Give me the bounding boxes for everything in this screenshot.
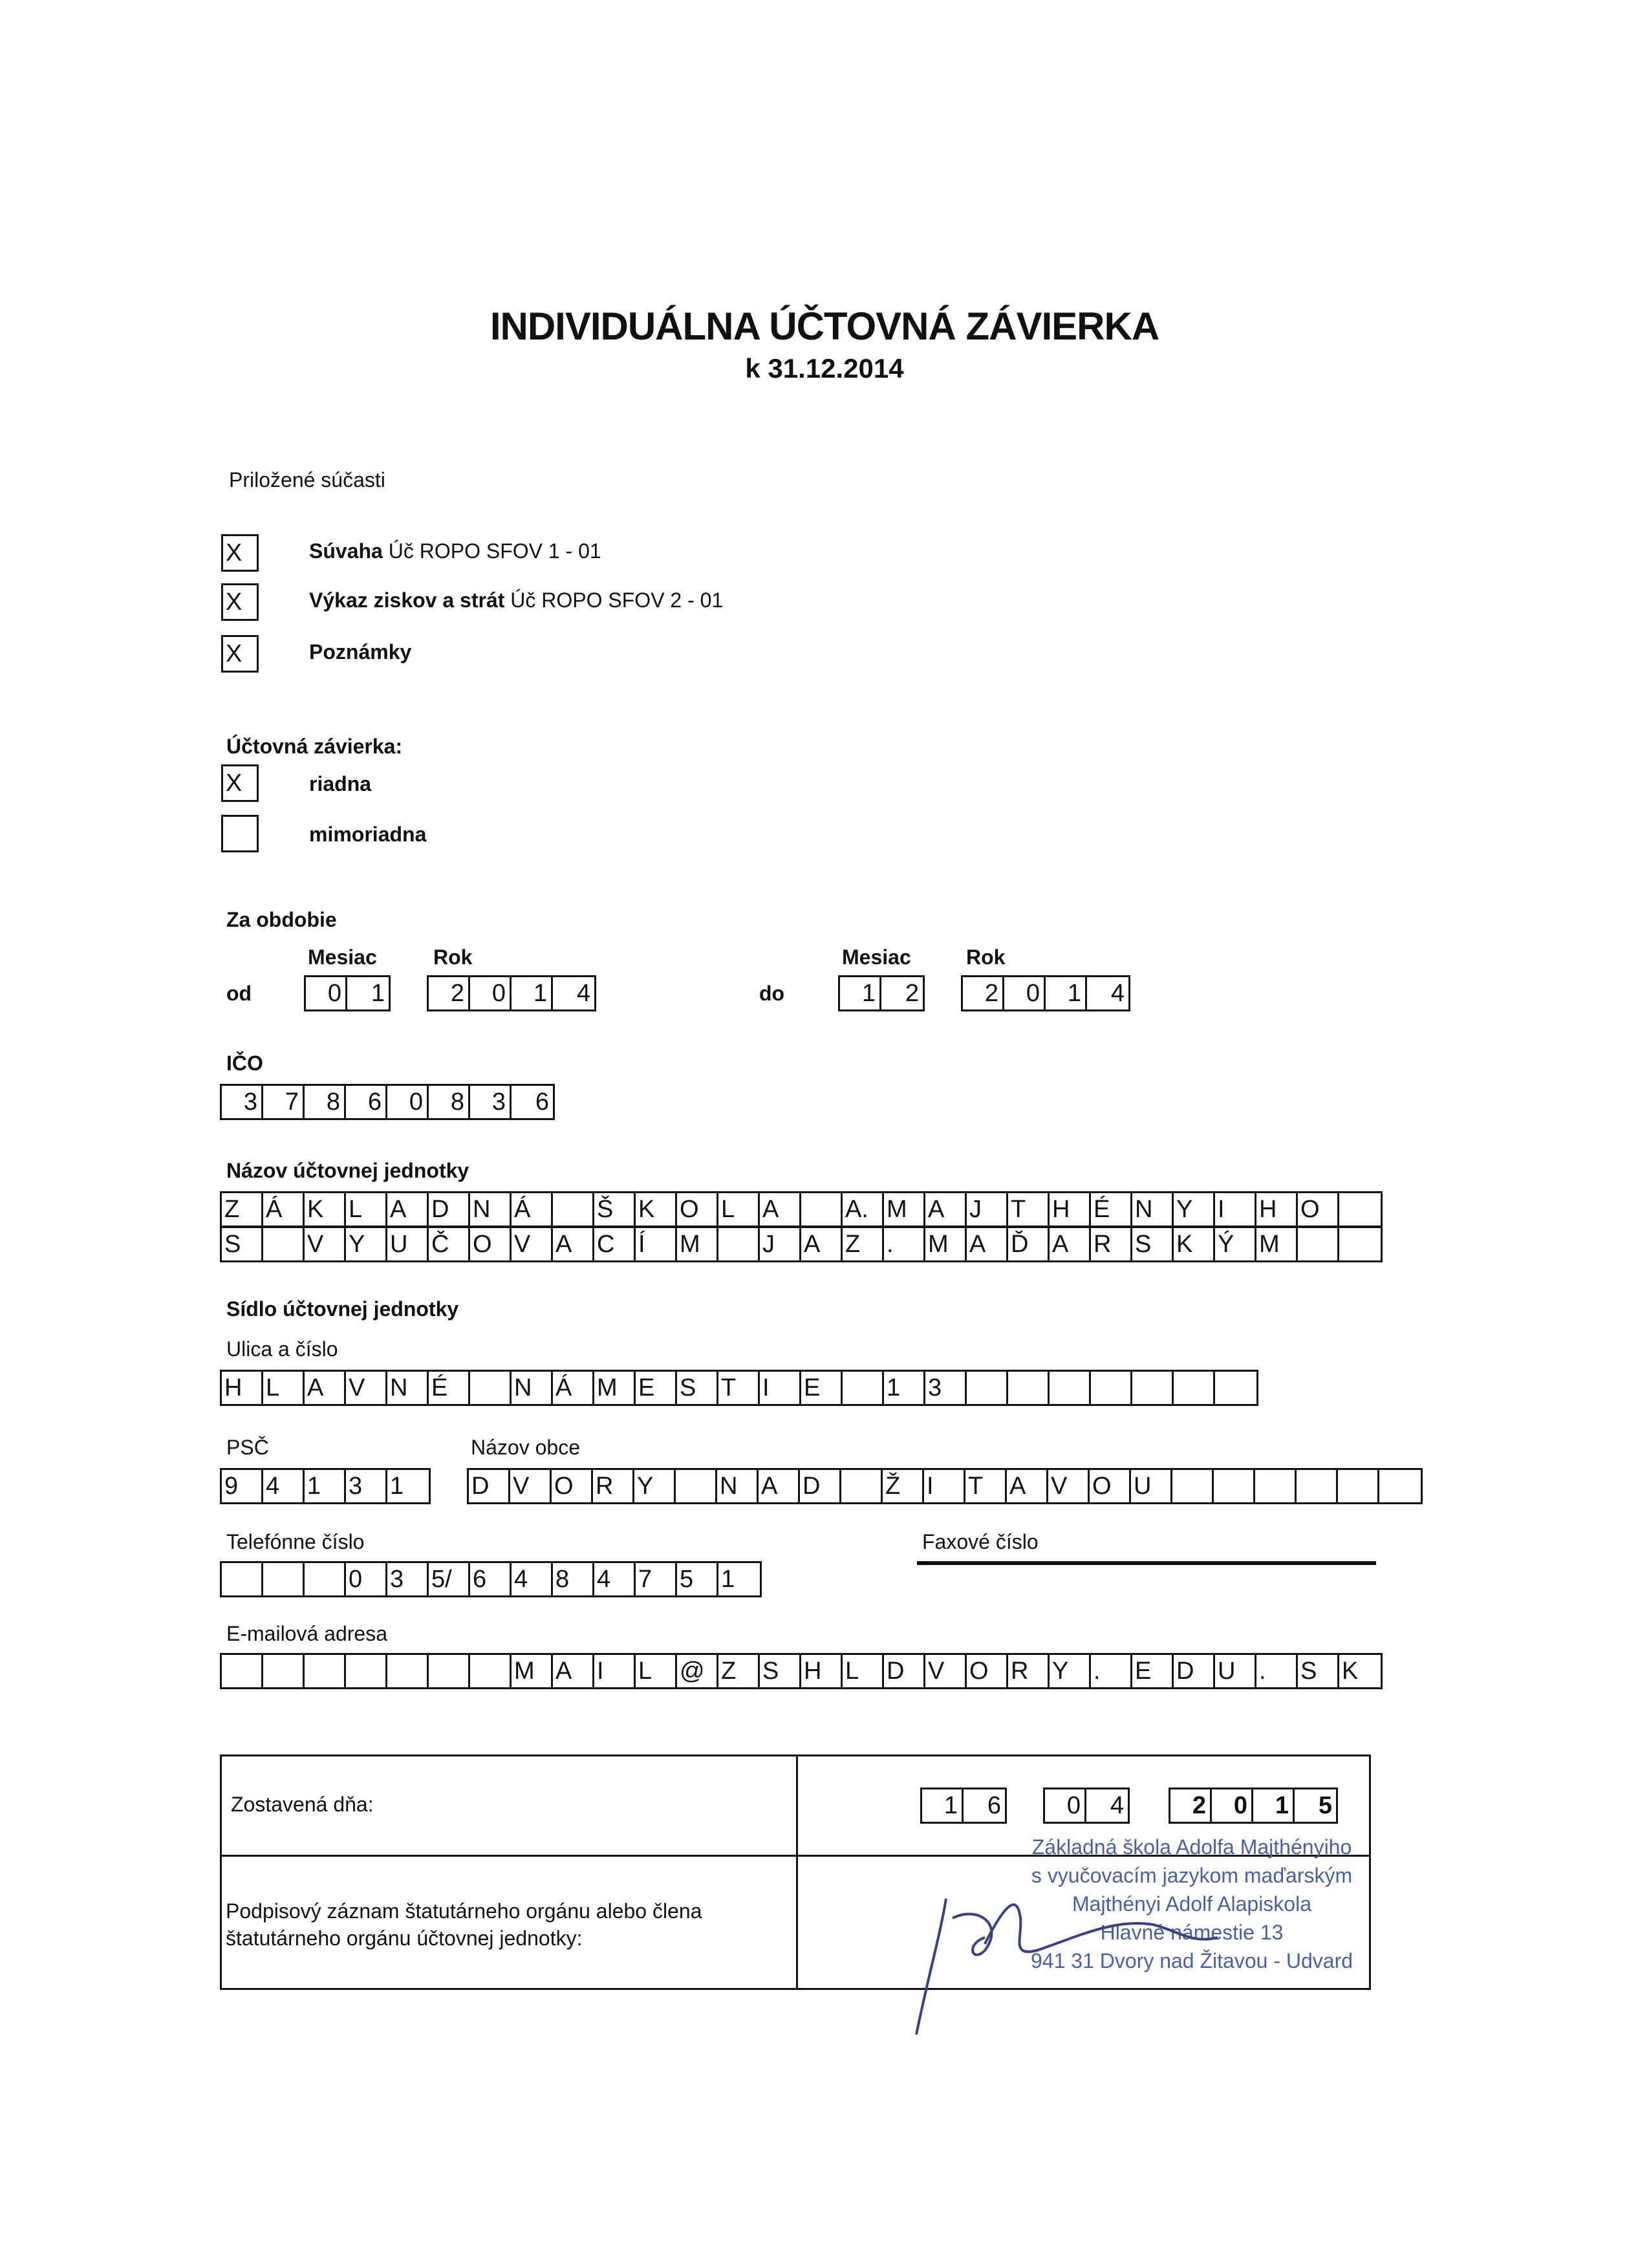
to-year-field[interactable] [961,975,1130,1011]
entity-name-char: Z [222,1193,263,1226]
entity-name-char: V [305,1228,346,1260]
entity-name-char: A [553,1228,594,1260]
from-year-label: Rok [433,945,473,969]
email-label: E-mailová adresa [226,1622,387,1645]
psc-field[interactable] [220,1468,431,1504]
email-char: L [843,1655,884,1687]
street-char [1215,1372,1256,1404]
from-year-digit: 4 [576,980,590,1007]
entity-name-char: Y [1174,1193,1215,1226]
entity-name-char: Č [429,1228,470,1260]
street-char: E [801,1372,843,1404]
from-month-label: Mesiac [308,945,377,969]
to-month-field[interactable] [838,975,925,1011]
street-char [967,1372,1008,1404]
psc-digit: 1 [390,1473,404,1500]
stamp-line: Základná škola Adolfa Majthényiho [1031,1835,1352,1859]
psc-digit: 9 [222,1470,263,1502]
entity-name-char: A. [843,1193,884,1226]
email-char: Y [1050,1655,1091,1687]
city-char [676,1470,717,1502]
entity-name-char: J [967,1193,1008,1226]
email-char: L [636,1655,677,1687]
entity-name-char [1339,1193,1381,1226]
email-char: . [1256,1655,1298,1687]
street-char [1174,1372,1215,1404]
compiled-month-digit: 0 [1045,1789,1086,1822]
checkbox-vykaz[interactable]: X [221,583,259,621]
phone-digit: 4 [512,1563,553,1595]
handwritten-signature [907,1879,1269,2047]
to-month-digit: 1 [840,977,881,1010]
to-month-digit: 2 [905,980,919,1007]
entity-name-char: L [718,1193,760,1226]
attachment-poznamky-name: Poznámky [309,640,412,664]
phone-digit: 8 [553,1563,594,1595]
ico-digit: 3 [470,1086,512,1118]
street-label: Ulica a číslo [226,1337,338,1361]
entity-name-char [801,1193,843,1226]
phone-digit: 0 [346,1563,387,1595]
phone-digit [305,1563,346,1595]
street-char: M [594,1372,636,1404]
street-char: T [718,1372,760,1404]
entity-name-char: Í [636,1228,677,1260]
email-char [222,1655,263,1687]
psc-digit: 3 [346,1470,387,1502]
entity-name-char: M [677,1228,718,1260]
ico-field[interactable] [220,1084,555,1120]
compiled-month-digit: 4 [1110,1792,1124,1819]
email-char: V [925,1655,967,1687]
from-month-digit: 0 [306,977,347,1010]
city-char [1172,1470,1214,1502]
checkbox-suvaha[interactable]: X [221,534,259,572]
entity-name-char: V [512,1228,553,1260]
entity-name-char: O [677,1193,718,1226]
psc-digit: 4 [263,1470,305,1502]
entity-name-char: A [925,1193,967,1226]
email-char: R [1008,1655,1050,1687]
entity-name-char: T [1008,1193,1050,1226]
to-month-label: Mesiac [842,945,911,969]
signature-label: Podpisový záznam štatutárneho orgánu alebo člena štatutárneho orgánu účtovnej jednotky: [226,1899,702,1950]
city-char: T [965,1470,1007,1502]
email-char: E [1132,1655,1174,1687]
entity-name-char [1339,1228,1381,1260]
city-char: I [924,1470,965,1502]
ico-digit: 6 [346,1086,387,1118]
compiled-day-field[interactable] [920,1787,1007,1824]
entity-name-char: A [801,1228,843,1260]
email-char: U [1215,1655,1256,1687]
entity-name-char: C [594,1228,636,1260]
compiled-year-digit: 0 [1212,1789,1253,1822]
street-char: S [677,1372,718,1404]
entity-name-line1[interactable] [220,1191,1383,1227]
phone-digit [222,1563,263,1595]
email-char: D [884,1655,925,1687]
checkbox-riadna[interactable]: X [221,764,259,802]
from-label: od [226,982,252,1005]
phone-digit: 3 [387,1563,429,1595]
email-char: H [801,1655,843,1687]
compiled-year-digit: 1 [1253,1789,1295,1822]
stamp-line: 941 31 Dvory nad Žitavou - Udvard [1030,1949,1353,1972]
email-char: S [760,1655,801,1687]
entity-name-char: S [1132,1228,1174,1260]
email-char [346,1655,387,1687]
from-year-digit: 2 [429,977,470,1010]
seat-label: Sídlo účtovnej jednotky [226,1297,459,1321]
entity-name-char: Z [843,1228,884,1260]
from-month-field[interactable] [304,975,391,1011]
entity-name-char: I [1215,1193,1256,1226]
phone-digit: 5 [677,1563,718,1595]
to-year-digit: 4 [1110,980,1125,1007]
entity-name-char: J [760,1228,801,1260]
email-char: S [1298,1655,1339,1687]
email-char [429,1655,470,1687]
phone-digit: 6 [470,1563,512,1595]
checkbox-poznamky[interactable]: X [221,635,259,673]
closing-type-label: Účtovná závierka: [226,735,403,758]
from-year-digit: 0 [470,977,512,1010]
street-char: É [429,1372,470,1404]
stamp-line: s vyučovacím jazykom maďarským [1031,1864,1353,1887]
to-year-digit: 1 [1046,977,1087,1010]
entity-name-line2[interactable] [220,1226,1383,1262]
checkbox-mimoriadna[interactable] [221,815,259,852]
to-year-digit: 2 [963,977,1004,1010]
attachment-vykaz-name: Výkaz ziskov a strát [309,589,505,612]
entity-name-char: É [1091,1193,1132,1226]
email-char [387,1655,429,1687]
entity-name-char [263,1228,305,1260]
street-char [470,1372,512,1404]
entity-name-char: Y [346,1228,387,1260]
entity-name-char: D [429,1193,470,1226]
email-char: I [594,1655,636,1687]
document-title: INDIVIDUÁLNA ÚČTOVNÁ ZÁVIERKA [490,305,1159,348]
ico-digit: 6 [535,1088,549,1116]
entity-name-char: N [470,1193,512,1226]
street-field[interactable] [220,1370,1258,1406]
fax-label: Faxové číslo [922,1530,1039,1553]
city-char: D [800,1470,841,1502]
entity-name-char: U [387,1228,429,1260]
attachment-suvaha [309,539,601,563]
city-char [1297,1470,1338,1502]
city-char [1214,1470,1255,1502]
email-char [263,1655,305,1687]
email-field[interactable] [220,1653,1383,1689]
email-char: O [967,1655,1008,1687]
entity-name-char: . [884,1228,925,1260]
attachment-vykaz [309,589,723,612]
compiled-month-field[interactable] [1043,1787,1130,1824]
entity-name-char [553,1193,594,1226]
email-char [470,1655,512,1687]
street-char [843,1372,884,1404]
compiled-day-digit: 6 [987,1792,1001,1819]
email-char [305,1655,346,1687]
attachment-poznamky [309,640,411,664]
city-char: A [759,1470,800,1502]
email-char: K [1342,1658,1359,1685]
street-char: V [346,1372,387,1404]
ico-digit: 8 [429,1086,470,1118]
from-year-field[interactable] [427,975,596,1011]
email-char: M [512,1655,553,1687]
city-char: A [1007,1470,1048,1502]
email-char: D [1174,1655,1215,1687]
entity-name-char: Ď [1008,1228,1050,1260]
city-char: N [717,1470,759,1502]
compiled-label: Zostavená dňa: [231,1793,374,1816]
entity-name-char: R [1091,1228,1132,1260]
city-char: V [510,1470,552,1502]
street-char: I [760,1372,801,1404]
street-char: 3 [925,1372,967,1404]
street-char [1050,1372,1091,1404]
ico-digit: 0 [387,1086,429,1118]
city-char: R [593,1470,634,1502]
fax-field[interactable] [917,1561,1376,1565]
city-char: U [1131,1470,1172,1502]
from-month-digit: 1 [371,980,385,1007]
entity-name-char: K [636,1193,677,1226]
city-char: Y [634,1470,676,1502]
ico-digit: 3 [222,1086,263,1118]
email-char: @ [677,1655,718,1687]
mimoriadna-label: mimoriadna [309,823,427,846]
compiled-year-field[interactable] [1169,1787,1338,1824]
signature-table [220,1755,1371,1990]
city-char: D [469,1470,510,1502]
attachment-vykaz-code: Úč ROPO SFOV 2 - 01 [504,589,724,612]
psc-digit: 1 [305,1470,346,1502]
entity-name-char: Á [263,1193,305,1226]
compiled-day-digit: 1 [922,1789,964,1822]
to-label: do [759,982,785,1005]
email-char: . [1091,1655,1132,1687]
entity-name-char: M [884,1193,925,1226]
ico-label: IČO [226,1052,263,1075]
street-char: Á [553,1372,594,1404]
city-label: Názov obce [471,1436,580,1459]
entity-name-char: O [1298,1193,1339,1226]
entity-name-char [1298,1228,1339,1260]
entity-name-char: Š [594,1193,636,1226]
phone-digit: 4 [594,1563,636,1595]
attachments-label: Priložené súčasti [229,468,385,491]
street-char: A [305,1372,346,1404]
phone-digit [263,1563,305,1595]
attachment-suvaha-code: Úč ROPO SFOV 1 - 01 [382,539,601,563]
stamp-line: Hlavné námestie 13 [1100,1921,1284,1944]
entity-name-char: K [305,1193,346,1226]
compiled-year-digit: 5 [1318,1792,1332,1819]
entity-name-char: O [470,1228,512,1260]
entity-name-char: N [1132,1193,1174,1226]
city-char: O [1090,1470,1131,1502]
phone-field[interactable] [220,1561,762,1597]
city-field[interactable] [467,1468,1423,1504]
ico-digit: 7 [263,1086,305,1118]
to-year-label: Rok [966,945,1006,969]
entity-name-char: L [346,1193,387,1226]
city-char [1379,1470,1421,1502]
entity-name-char: Á [512,1193,553,1226]
entity-name-char: A [760,1193,801,1226]
street-char [1132,1372,1174,1404]
street-char [1008,1372,1050,1404]
city-char: Ž [883,1470,924,1502]
from-year-digit: 1 [512,977,553,1010]
street-char: H [222,1372,263,1404]
entity-name-char: M [1256,1228,1298,1260]
city-char: V [1048,1470,1090,1502]
email-char: A [553,1655,594,1687]
entity-name-char: H [1256,1193,1298,1226]
entity-name-char: S [222,1228,263,1260]
entity-name-char: A [387,1193,429,1226]
entity-name-label: Názov účtovnej jednotky [226,1159,469,1182]
street-char: L [263,1372,305,1404]
attachment-suvaha-name: Súvaha [309,539,383,563]
period-label: Za obdobie [226,908,337,931]
street-char: E [636,1372,677,1404]
entity-name-char: A [1050,1228,1091,1260]
city-char [1255,1470,1297,1502]
street-char [1091,1372,1132,1404]
closing-date: k 31.12.2014 [745,353,904,383]
entity-name-char: A [967,1228,1008,1260]
entity-name-char: H [1050,1193,1091,1226]
table-vertical-divider [796,1756,798,1988]
psc-label: PSČ [226,1436,269,1459]
entity-name-char: Ý [1215,1228,1256,1260]
phone-digit: 1 [721,1566,735,1593]
street-char: 1 [884,1372,925,1404]
street-char: N [512,1372,553,1404]
stamp-line: Majthényi Adolf Alapiskola [1072,1892,1311,1916]
street-char: N [387,1372,429,1404]
compiled-year-digit: 2 [1170,1789,1212,1822]
entity-name-char [718,1228,760,1260]
to-year-digit: 0 [1004,977,1046,1010]
phone-label: Telefónne číslo [226,1530,365,1553]
ico-digit: 8 [305,1086,346,1118]
riadna-label: riadna [309,772,372,795]
city-char: O [552,1470,593,1502]
city-char [841,1470,883,1502]
city-char [1338,1470,1379,1502]
phone-digit: 7 [636,1563,677,1595]
entity-name-char: K [1174,1228,1215,1260]
phone-digit: 5/ [429,1563,470,1595]
entity-name-char: M [925,1228,967,1260]
email-char: Z [718,1655,760,1687]
